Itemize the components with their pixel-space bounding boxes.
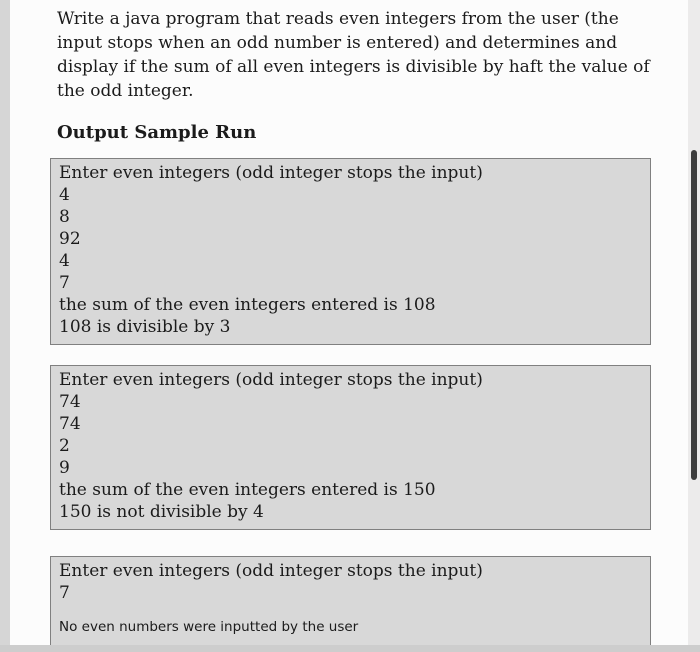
console-prompt-line: Enter even integers (odd integer stops the input) (59, 370, 483, 390)
console-result-line: 108 is divisible by 3 (59, 317, 231, 337)
console-prompt-line: Enter even integers (odd integer stops the input) (59, 163, 483, 183)
console-input-line: 4 (59, 251, 70, 271)
console-sum-line: the sum of the even integers entered is 150 (59, 480, 436, 500)
console-sum-line: the sum of the even integers entered is 108 (59, 295, 436, 315)
problem-statement: Write a java program that reads even integers from the user (the input stops when an odd number is entered) and determines and display if the sum of all even integers is divisible by haft the value of the odd integer. (57, 9, 650, 101)
console-input-line: 2 (59, 436, 70, 456)
console-input-line: 74 (59, 392, 81, 412)
left-margin-strip (0, 0, 10, 652)
console-result-line: No even numbers were inputted by the user (59, 619, 359, 635)
scrollbar-thumb[interactable] (691, 150, 697, 480)
scrollbar[interactable] (688, 0, 700, 652)
console-input-line: 4 (59, 185, 70, 205)
output-sample-run-heading: Output Sample Run (57, 122, 257, 143)
console-input-line: 74 (59, 414, 81, 434)
bottom-edge-strip (0, 645, 700, 652)
sample-run-box-1 (50, 158, 651, 345)
console-result-line: 150 is not divisible by 4 (59, 502, 264, 522)
console-input-line: 8 (59, 207, 70, 227)
sample-run-box-2 (50, 365, 651, 530)
sample-run-box-3 (50, 556, 651, 647)
console-input-line: 9 (59, 458, 70, 478)
console-prompt-line: Enter even integers (odd integer stops the input) (59, 561, 483, 581)
console-input-line: 92 (59, 229, 81, 249)
console-input-line: 7 (59, 273, 70, 293)
console-input-line: 7 (59, 583, 70, 603)
document-content (10, 0, 688, 647)
